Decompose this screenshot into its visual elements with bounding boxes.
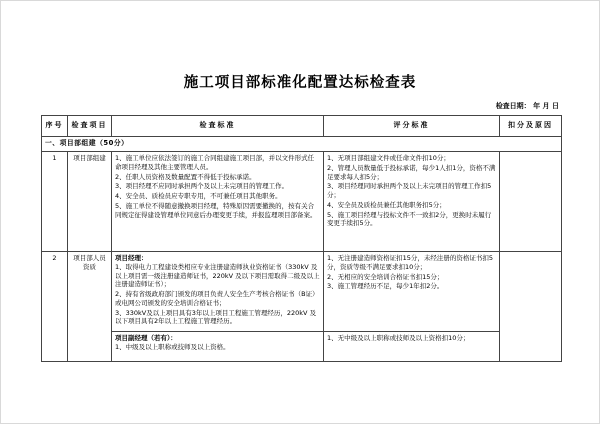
project-manager-subtitle: 项目经理： <box>115 254 148 262</box>
standard-item: 3、项目经理不应同时承担两个及以上未完项目的管理工作。 <box>115 182 289 191</box>
deputy-manager-subtitle: 项目副经理（若有）： <box>115 334 177 342</box>
table-row <box>42 152 562 252</box>
page-title: 施工项目部标准化配置达标检查表 <box>183 75 417 91</box>
standard-item: 1、施工单位应依法签订的施工合同组建施工项目部，并以文件形式任命项目经理及其他主要管理人员。 <box>115 154 315 171</box>
standard-item: 2、任职人员资格及数量配置不得低于投标承诺。 <box>115 172 256 181</box>
scoring-item: 4、安全员及质检员兼任其他职务扣5分； <box>327 200 446 209</box>
row2-manager-standards <box>112 252 324 332</box>
header-scoring: 评分标准 <box>324 116 500 137</box>
table-row <box>42 332 562 362</box>
row1-seq: 1 <box>42 152 68 252</box>
inspection-date-label: 检查日期： 年 月 日 <box>495 102 559 110</box>
row2-item: 项目部人员资质 <box>68 252 112 362</box>
section-title: 一、项目部组建（50分） <box>42 137 562 152</box>
standard-item: 1、中级及以上职称或技师及以上资格。 <box>115 342 230 351</box>
row1-deduction-cell[interactable] <box>500 152 562 252</box>
table-header-row <box>42 116 562 137</box>
standard-item: 3、330kV及以上项目具有3年以上项目工程施工管理经历，220kV 及以下项目具有2年以上工程施工管理经历。 <box>115 308 317 326</box>
header-standard: 检查标准 <box>112 116 324 137</box>
section-row <box>42 137 562 152</box>
row2-deduction-cell[interactable] <box>500 252 562 362</box>
standard-item: 5、施工单位不得随意撤换项目经理，特殊原因需要撤换的，按有关合同规定征得建设管理单位同意后办理变更手续，并报监理项目部备案。 <box>115 201 317 219</box>
scoring-item: 1、无中级及以上职称或技师及以上资格扣10分； <box>327 334 470 342</box>
scoring-item: 1、无注册建造师资格证扣15分，未经注册的资格证书扣5分，资质等级不满足要求扣10分； <box>327 254 494 271</box>
row2-manager-scoring <box>324 252 500 332</box>
scoring-item: 3、项目经理同时承担两个及以上未完项目的管理工作扣5分； <box>327 182 492 200</box>
standard-item: 4、安全员、质检员应专职专用，不可兼任项目其他职务。 <box>115 192 282 201</box>
header-seq: 序号 <box>42 116 68 137</box>
row1-scoring <box>324 152 500 252</box>
scoring-item: 1、无项目部组建文件或任命文件扣10分； <box>327 154 450 162</box>
scoring-item: 2、无相应的安全培训合格证书扣15分； <box>327 272 444 281</box>
header-item: 检查项目 <box>68 116 112 137</box>
row1-item: 项目部组建 <box>68 152 112 252</box>
standard-item: 1、取得电力工程建设类相应专业注册建造师执业资格证书（330kV 及以上项目需一级注册建造师证书，220kV 及以下项目需取得二级及以上注册建造师证书）； <box>115 262 320 289</box>
row1-standards <box>112 152 324 252</box>
row2-deputy-scoring <box>324 332 500 362</box>
scoring-item: 5、施工项目经理与投标文件不一致扣2分，更换时未履行变更手续扣5分。 <box>327 210 492 228</box>
row2-seq: 2 <box>42 252 68 362</box>
table-row <box>42 252 562 332</box>
scoring-item: 2、管理人员数量低于投标承诺，每少1人扣1分，资格不满足要求每人扣5分； <box>327 163 496 181</box>
inspection-table <box>41 115 562 362</box>
scoring-item: 3、施工管理经历不足，每少1年扣2分。 <box>327 282 444 291</box>
header-deduction: 扣分及原因 <box>500 116 562 137</box>
standard-item: 2、持有省级政府部门颁发的项目负责人安全生产考核合格证书（B证）或电网公司颁发的安全培训合格证书； <box>115 290 319 307</box>
row2-deputy-standards <box>112 332 324 362</box>
